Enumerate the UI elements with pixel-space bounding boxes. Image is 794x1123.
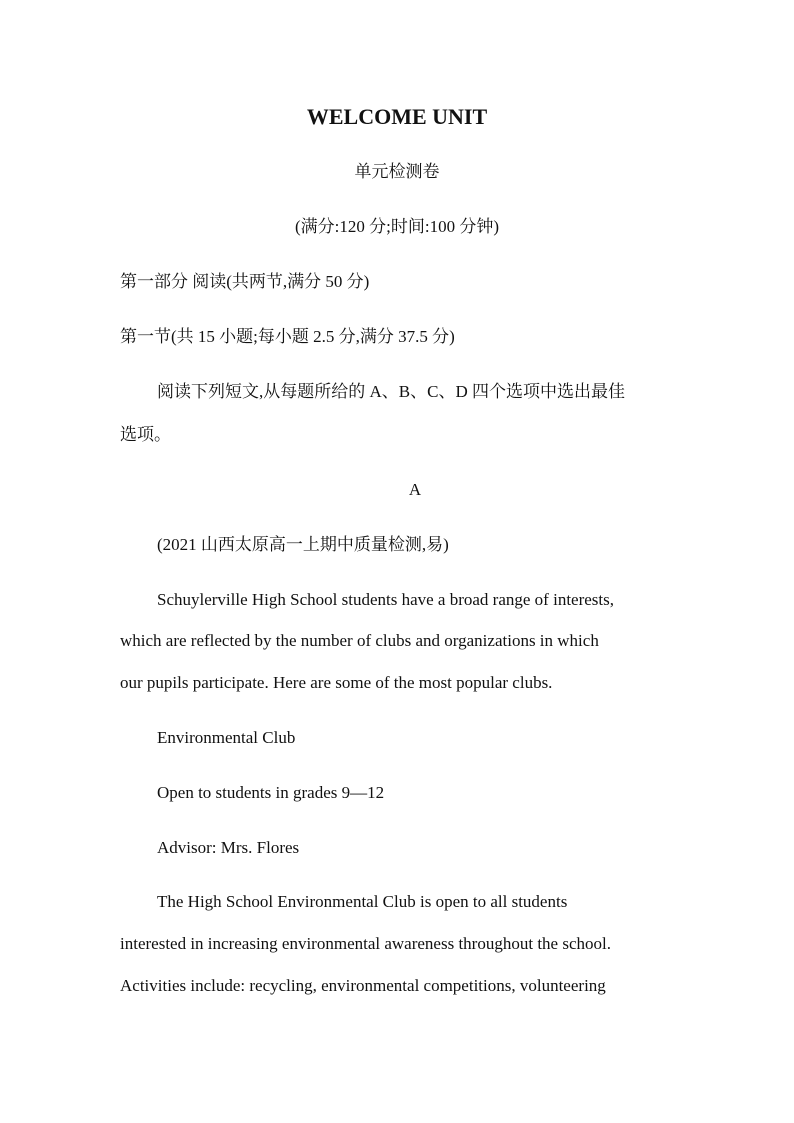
instruction-line-2: 选项。: [120, 425, 171, 444]
paragraph-2-line-1: The High School Environmental Club is open to all students: [157, 892, 568, 911]
paragraph-1-line-2: which are reflected by the number of clubs and organizations in which: [120, 631, 599, 650]
paragraph-2-line-3: Activities include: recycling, environmental competitions, volunteering: [120, 976, 606, 995]
score-time-info: (满分:120 分;时间:100 分钟): [295, 217, 499, 236]
passage-letter: A: [408, 480, 422, 499]
document-subtitle: 单元检测卷: [354, 162, 440, 181]
club-advisor: Advisor: Mrs. Flores: [157, 838, 300, 857]
part-one-heading: 第一部分 阅读(共两节,满分 50 分): [120, 272, 370, 291]
document-title: WELCOME UNIT: [306, 104, 488, 129]
club-grades: Open to students in grades 9—12: [157, 783, 385, 802]
section-one-heading: 第一节(共 15 小题;每小题 2.5 分,满分 37.5 分): [120, 327, 455, 346]
instruction-line-1: 阅读下列短文,从每题所给的 A、B、C、D 四个选项中选出最佳: [157, 382, 625, 401]
paragraph-2-line-2: interested in increasing environmental awareness throughout the school.: [120, 934, 611, 953]
paragraph-1-line-3: our pupils participate. Here are some of the most popular clubs.: [120, 673, 553, 692]
club-name: Environmental Club: [157, 728, 296, 747]
passage-source: (2021 山西太原高一上期中质量检测,易): [157, 535, 449, 554]
paragraph-1-line-1: Schuylerville High School students have a broad range of interests,: [157, 590, 614, 609]
